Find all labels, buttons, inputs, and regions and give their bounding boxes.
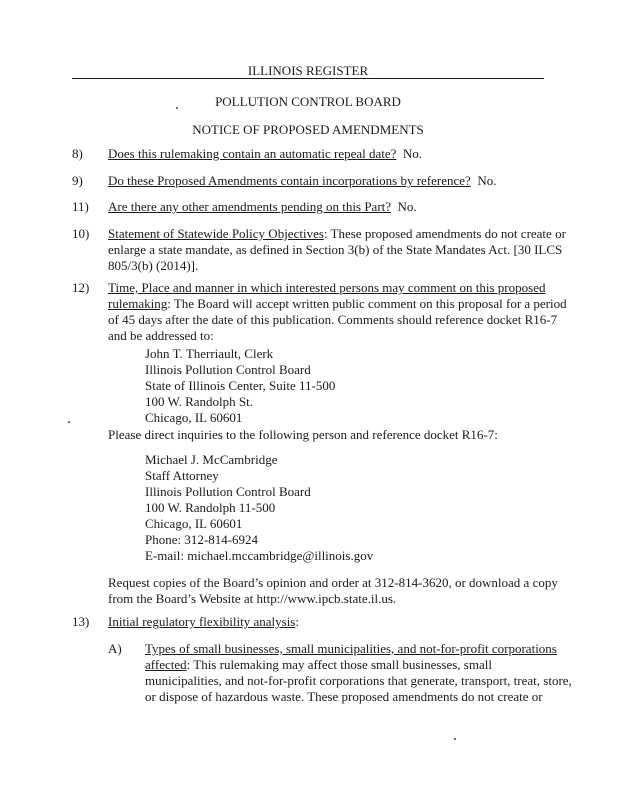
clerk-name: John T. Therriault, Clerk [145,346,274,361]
contact-details [145,532,373,564]
copies-line1: Request copies of the Board’s opinion and order at 312-814-3620, or download a copy [108,575,558,590]
item-13a-line3: municipalities, and not-for-profit corporations that generate, transport, treat, store, [145,673,572,688]
item-13a-label-line2: affected [145,657,187,672]
item-13a-line2-rest: : This rulemaking may affect those small businesses, small [186,657,492,672]
contact-name: Michael J. McCambridge [145,452,278,467]
item-11-answer: No. [397,199,417,214]
item-12-line3: of 45 days after the date of this publication. Comments should reference docket R16-7 [108,312,558,327]
clerk-address [145,346,335,426]
item-9 [108,173,528,189]
item-12-label-line2: rulemaking [108,296,168,311]
item-11-number: 11) [72,199,89,214]
item-12-label-line1: Time, Place and manner in which interested persons may comment on this proposed [108,280,546,295]
contact-title: Staff Attorney [145,468,219,483]
clerk-building: State of Illinois Center, Suite 11-500 [145,378,336,393]
item-12-line2-rest: : The Board will accept written public comment on this proposal for a period [167,296,567,311]
contact-phone: Phone: 312-814-6924 [145,532,259,547]
item-8-question: Does this rulemaking contain an automatic repeal date? [108,146,397,161]
item-13-label: Initial regulatory flexibility analysis [108,614,296,629]
clerk-org: Illinois Pollution Control Board [145,362,311,377]
contact-email: E-mail: michael.mccambridge@illinois.gov [145,548,374,563]
item-13-suffix: : [295,614,299,629]
item-10-line2: enlarge a state mandate, as defined in Section 3(b) of the State Mandates Act. [30 ILCS [108,242,563,257]
register-title: ILLINOIS REGISTER [247,63,369,78]
item-10-line3: 805/3(b) (2014)]. [108,258,199,273]
item-10-number: 10) [72,226,90,241]
contact-address [145,452,311,532]
item-13-number: 13) [72,614,90,629]
item-9-answer: No. [477,173,497,188]
clerk-street: 100 W. Randolph St. [145,394,253,409]
item-10 [108,226,566,274]
item-11 [108,199,528,215]
copies-text [108,575,558,607]
contact-org: Illinois Pollution Control Board [145,484,311,499]
contact-street: 100 W. Randolph 11-500 [145,500,276,515]
item-8-number: 8) [72,146,83,161]
clerk-city: Chicago, IL 60601 [145,410,243,425]
item-13a-letter: A) [108,641,122,656]
scan-speck [176,107,178,109]
item-13a-line4: or dispose of hazardous waste. These proposed amendments do not create or [145,689,543,704]
item-10-line1: : These proposed amendments do not create or [323,226,566,241]
agency-title: POLLUTION CONTROL BOARD [215,94,401,109]
item-8 [108,146,528,162]
header-rule [72,78,544,79]
item-12-line4: and be addressed to: [108,328,214,343]
contact-city: Chicago, IL 60601 [145,516,243,531]
scan-speck [454,738,456,740]
item-11-question: Are there any other amendments pending on this Part? [108,199,392,214]
scan-speck [68,421,70,423]
item-9-question: Do these Proposed Amendments contain incorporations by reference? [108,173,471,188]
item-12-number: 12) [72,280,90,295]
item-13a [145,641,572,705]
inquiries-text: Please direct inquiries to the following person and reference docket R16-7: [108,427,498,442]
copies-line2: from the Board’s Website at http://www.ipcb.state.il.us. [108,591,397,606]
item-12 [108,280,567,344]
item-8-answer: No. [402,146,423,161]
item-10-label: Statement of Statewide Policy Objectives [108,226,324,241]
item-13 [108,614,528,630]
notice-title: NOTICE OF PROPOSED AMENDMENTS [192,122,424,137]
item-9-number: 9) [72,173,83,188]
item-13a-label-line1: Types of small businesses, small municipalities, and not-for-profit corporations [145,641,557,656]
